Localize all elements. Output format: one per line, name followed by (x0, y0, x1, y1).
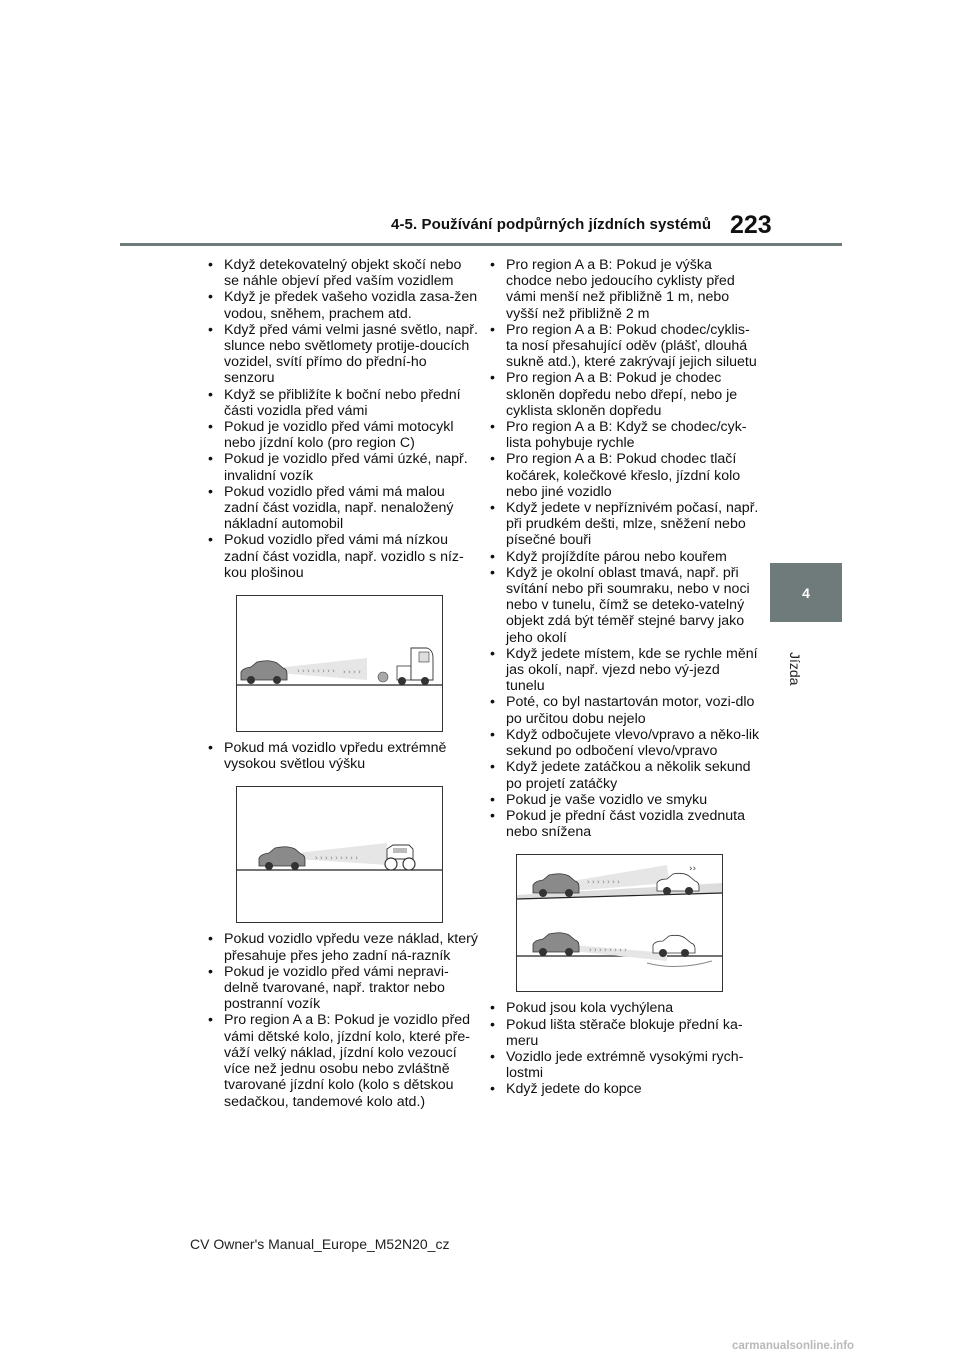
svg-text:› › › › › › ›: › › › › › › › (587, 878, 620, 887)
svg-text:› › › ›: › › › › (343, 668, 361, 677)
high-clearance-diagram (237, 787, 442, 922)
page-number: 223 (730, 211, 772, 239)
right-list-1 (485, 257, 760, 840)
svg-text:› › › › › › › › ›: › › › › › › › › › (315, 854, 358, 863)
chapter-number: 4 (802, 584, 810, 601)
bullet-item: • Pokud má vozidlo vpředu extrémně vysokou světlou výšku (203, 740, 478, 772)
section-title: 4-5. Používání podpůrných jízdních systémů (391, 216, 712, 233)
bullet-item: • Když projíždíte párou nebo kouřem (485, 549, 760, 565)
right-list-2 (485, 1000, 760, 1097)
bullet-item: • Pokud jsou kola vychýlena (485, 1000, 760, 1016)
chapter-tab (770, 563, 842, 622)
bullet-item: • Pokud lišta stěrače blokuje přední ka-meru (485, 1017, 760, 1049)
bullet-item: • Pokud je vozidlo před vámi úzké, např. invalidní vozík (203, 451, 478, 483)
bullet-item: • Když jedete v nepříznivém počasí, např. při prudkém dešti, mlze, sněžení nebo písečné bouři (485, 500, 760, 549)
footer-manual-id: CV Owner's Manual_Europe_M52N20_cz (190, 1236, 450, 1252)
bullet-item: • Když jedete zatáčkou a několik sekund po projetí zatáčky (485, 759, 760, 791)
svg-text:› › › › › › › ›: › › › › › › › › (297, 667, 335, 676)
bullet-item: • Když odbočujete vlevo/vpravo a něko-lik sekund po odbočení vlevo/vpravo (485, 727, 760, 759)
high-vehicle-icon (385, 845, 415, 870)
bullet-item: • Pro region A a B: Pokud chodec/cyklis-ta nosí přesahující oděv (plášť, dlouhá sukně atd.), které zakrývají jejich siluetu (485, 322, 760, 371)
svg-text:››: ›› (689, 864, 697, 875)
bullet-item: • Poté, co byl nastartován motor, vozi-dlo po určitou dobu nejelo (485, 694, 760, 726)
bullet-item: • Pro region A a B: Pokud je výška chodce nebo jedoucího cyklisty před vámi menší než přibližně 1 m, nebo vyšší než přibližně 2 m (485, 257, 760, 322)
svg-text:› › › › › › › ›: › › › › › › › › (589, 946, 627, 955)
bullet-item: • Když detekovatelný objekt skočí nebo se náhle objeví před vaším vozidlem (203, 257, 478, 289)
bullet-item: • Pro region A a B: Pokud je vozidlo před vámi dětské kolo, jízdní kolo, které pře-váží velký náklad, jízdní kolo vezoucí více než jednu osobu nebo zvláštně tvarované jízdní kolo (kolo s dětskou sedačkou, tandemové kolo atd.) (203, 1012, 478, 1109)
bullet-item: • Pro region A a B: Když se chodec/cyk-lista pohybuje rychle (485, 419, 760, 451)
bullet-item: • Pokud je vaše vozidlo ve smyku (485, 792, 760, 808)
bullet-item: • Pokud vozidlo vpředu veze náklad, který přesahuje přes jeho zadní ná-razník (203, 931, 478, 963)
pitch-illustration (516, 854, 723, 992)
bullet-item: • Když jedete místem, kde se rychle mění jas okolí, např. vjezd nebo vý-jezd tunelu (485, 646, 760, 695)
watermark: carmanualsonline.info (732, 1340, 855, 1352)
bullet-item: • Když je okolní oblast tmavá, např. při svítání nebo při soumraku, nebo v noci nebo v tunelu, čímž se deteko-vatelný objekt zdá být téměř stejné barvy jako jeho okolí (485, 565, 760, 646)
left-column (203, 257, 478, 1110)
bullet-item: • Když jedete do kopce (485, 1081, 760, 1097)
truck-diagram (237, 596, 442, 731)
left-list-3 (203, 931, 478, 1109)
own-car-icon (241, 661, 287, 684)
own-car-icon-4 (533, 933, 579, 956)
header-divider (120, 243, 842, 246)
vehicle-ahead-icon-2 (653, 936, 695, 958)
truck-icon (397, 648, 433, 685)
bullet-item: • Pokud je přední část vozidla zvednuta nebo snížena (485, 808, 760, 840)
bullet-item: • Pokud vozidlo před vámi má nízkou zadní část vozidla, např. vozidlo s níz-kou plošinou (203, 532, 478, 581)
left-list-1 (203, 257, 478, 581)
bullet-item: • Pokud je vozidlo před vámi nepravi-delně tvarované, např. traktor nebo postranní vozík (203, 964, 478, 1013)
pitch-diagram (517, 855, 722, 991)
left-list-2 (203, 740, 478, 772)
bullet-item: • Pro region A a B: Pokud je chodec skloněn dopředu nebo dřepí, nebo je cyklista skloněn dopředu (485, 370, 760, 419)
chapter-label: Jízda (787, 652, 803, 686)
bullet-item: • Vozidlo jede extrémně vysokými rych-lostmi (485, 1049, 760, 1081)
bullet-item: • Pokud je vozidlo před vámi motocykl nebo jízdní kolo (pro region C) (203, 419, 478, 451)
bullet-item: • Když se přibližíte k boční nebo přední části vozidla před vámi (203, 387, 478, 419)
truck-illustration (236, 595, 443, 732)
high-clearance-vehicle-illustration (236, 786, 443, 923)
bullet-item: • Když před vámi velmi jasné světlo, např. slunce nebo světlomety protije-doucích vozidel, svítí přímo do přední-ho senzoru (203, 322, 478, 387)
right-column (485, 257, 760, 1098)
bullet-item: • Pro region A a B: Pokud chodec tlačí kočárek, kolečkové křeslo, jízdní kolo nebo jiné vozidlo (485, 451, 760, 500)
bullet-item: • Pokud vozidlo před vámi má malou zadní část vozidla, např. nenaložený nákladní automobil (203, 484, 478, 533)
own-car-icon-2 (259, 847, 305, 870)
bullet-item: • Když je předek vašeho vozidla zasa-žen vodou, sněhem, prachem atd. (203, 289, 478, 321)
